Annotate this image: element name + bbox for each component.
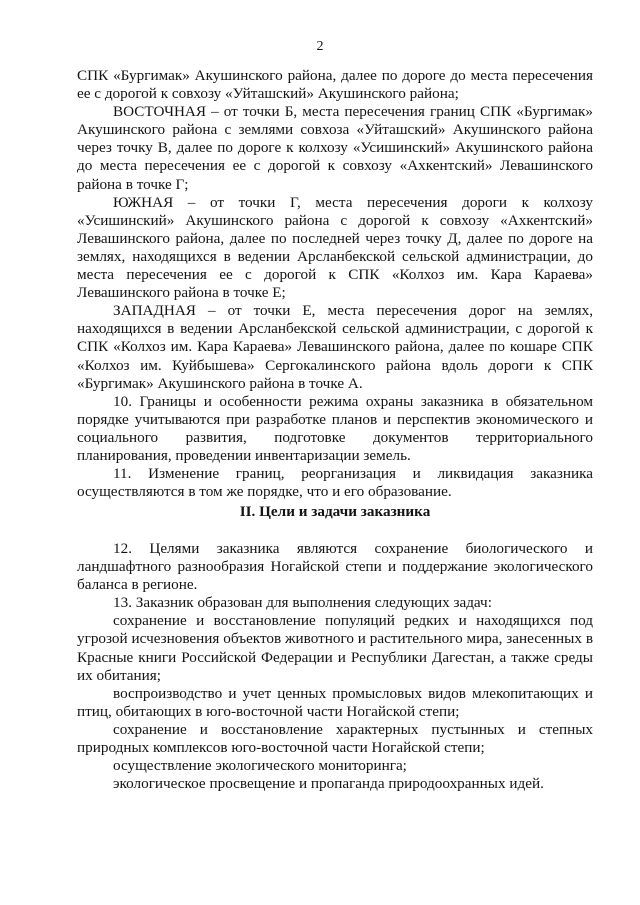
paragraph: ЗАПАДНАЯ – от точки Е, места пересечения дорог на землях, находящихся в ведении Арсланбекской сельской администрации, с дорогой к СПК «Колхоз им. Кара Караева» Левашинского района, далее по кошаре СПК «Колхоз им. Куйбышева» Сергокалинского района вдоль дороги к СПК «Бургимак» Акушинского района в точке А. [77, 302, 593, 392]
paragraph: воспроизводство и учет ценных промысловых видов млекопитающих и птиц, обитающих в юго-восточной части Ногайской степи; [77, 684, 593, 720]
paragraph: 10. Границы и особенности режима охраны заказника в обязательном порядке учитываются при разработке планов и перспектив экономического и социального развития, подготовке документов территориального планирования, проведении инвентаризации земель. [77, 392, 593, 464]
section-heading: II. Цели и задачи заказника [239, 503, 431, 520]
paragraph: ВОСТОЧНАЯ – от точки Б, места пересечения границ СПК «Бургимак» Акушинского района с землями совхоза «Уйташский» Акушинского района через точку В, далее по дороге к колхозу «Усишинский» Акушинского района до места пересечения ее с дорогой к совхозу «Ахкентский» Левашинского района в точке Г; [77, 103, 593, 193]
paragraph: ЮЖНАЯ – от точки Г, места пересечения дороги к колхозу «Усишинский» Акушинского района с дорогой к совхозу «Ахкентский» Левашинского района, далее по последней через точку Д, далее по дороге на землях, находящихся в ведении Арсланбекской сельской администрации, до места пересечения ее с дорогой к СПК «Колхоз им. Кара Караева» Левашинского района в точке Е; [77, 193, 593, 302]
text-block-top [77, 67, 593, 501]
paragraph: осуществление экологического мониторинга; [113, 757, 407, 775]
paragraph: СПК «Бургимак» Акушинского района, далее по дороге до места пересечения ее с дорогой к совхозу «Уйташский» Акушинского района; [77, 67, 593, 103]
paragraph: 12. Целями заказника являются сохранение биологического и ландшафтного разнообразия Ногайской степи и поддержание экологического баланса в регионе. [77, 540, 593, 594]
paragraph: сохранение и восстановление характерных пустынных и степных природных комплексов юго-восточной части Ногайской степи; [77, 720, 593, 757]
paragraph: экологическое просвещение и пропаганда природоохранных идей. [113, 775, 544, 793]
page-number: 2 [316, 39, 324, 54]
paragraph: 11. Изменение границ, реорганизация и ликвидация заказника осуществляются в том же порядке, что и его образование. [77, 465, 593, 501]
paragraph: сохранение и восстановление популяций редких и находящихся под угрозой исчезновения объектов животного и растительного мира, занесенных в Красные книги Российской Федерации и Республики Дагестан, а также среды их обитания; [77, 612, 593, 684]
text-block-bottom [77, 540, 593, 793]
paragraph: 13. Заказник образован для выполнения следующих задач: [113, 594, 492, 612]
